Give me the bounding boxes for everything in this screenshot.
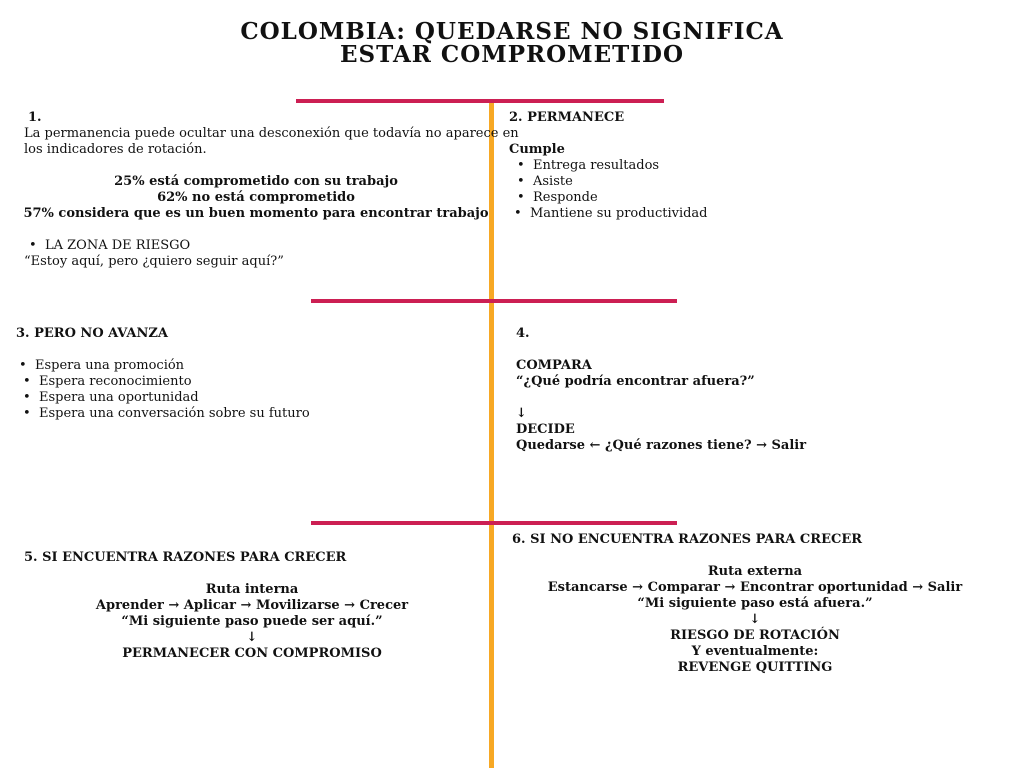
section-3-item: • Espera una oportunidad	[39, 390, 199, 406]
section-2-subheading: Cumple	[509, 142, 565, 157]
section-4-number: 4.	[516, 326, 530, 341]
divider-line-middle	[311, 299, 677, 303]
section-6-outcome-1: RIESGO DE ROTACIÓN	[670, 628, 840, 643]
section-1-stat-3: 57% considera que es un buen momento para encontrar trabajo	[23, 206, 489, 221]
section-3-heading: 3. PERO NO AVANZA	[16, 326, 168, 341]
section-2-item: • Responde	[533, 190, 598, 206]
section-1-text-line-2: los indicadores de rotación.	[24, 142, 207, 157]
divider-line-top	[296, 99, 664, 103]
section-6-quote: “Mi siguiente paso está afuera.”	[637, 596, 873, 611]
section-5-quote: “Mi siguiente paso puede ser aquí.”	[121, 614, 383, 629]
section-3-item: • Espera reconocimiento	[39, 374, 192, 390]
section-1-text-line-1: La permanencia puede ocultar una desconexión que todavía no aparece en	[24, 126, 519, 141]
section-4-decide: DECIDE	[516, 422, 575, 437]
section-1-stat-2: 62% no está comprometido	[157, 190, 355, 205]
page-title	[0, 20, 1024, 66]
section-4-arrow: ↓	[516, 406, 527, 421]
section-4-question: “¿Qué podría encontrar afuera?”	[516, 374, 755, 389]
title-line-1: COLOMBIA: QUEDARSE NO SIGNIFICA	[240, 18, 784, 45]
section-3-item: • Espera una conversación sobre su futuro	[39, 406, 310, 422]
section-6-route: Ruta externa	[707, 564, 803, 579]
section-6-arrow: ↓	[749, 612, 761, 627]
section-1-risk-zone: • LA ZONA DE RIESGO	[45, 238, 190, 254]
section-4-options: Quedarse ← ¿Qué razones tiene? → Salir	[516, 438, 807, 453]
section-6-heading: 6. SI NO ENCUENTRA RAZONES PARA CRECER	[512, 532, 863, 547]
section-2-item: • Mantiene su productividad	[530, 206, 708, 222]
divider-line-bottom	[311, 521, 677, 525]
section-6-outcome-2: Y eventualmente:	[691, 644, 819, 659]
section-5-steps: Aprender → Aplicar → Movilizarse → Crecer	[95, 598, 409, 613]
section-1-stat-1: 25% está comprometido con su trabajo	[114, 174, 398, 189]
title-line-2: ESTAR COMPROMETIDO	[339, 41, 685, 68]
section-4-compare: COMPARA	[516, 358, 592, 373]
section-5-heading: 5. SI ENCUENTRA RAZONES PARA CRECER	[24, 550, 347, 565]
section-1-number: 1.	[28, 110, 42, 125]
section-2-heading: 2. PERMANECE	[509, 110, 625, 125]
section-2-item: • Asiste	[533, 174, 573, 190]
section-5-outcome: PERMANECER CON COMPROMISO	[122, 646, 382, 661]
section-2-item: • Entrega resultados	[533, 158, 659, 174]
section-5-arrow: ↓	[246, 630, 258, 645]
section-1-quote: “Estoy aquí, pero ¿quiero seguir aquí?”	[24, 254, 284, 269]
section-6-steps: Estancarse → Comparar → Encontrar oportunidad → Salir	[547, 580, 963, 595]
section-3-item: • Espera una promoción	[35, 358, 184, 374]
section-5-route: Ruta interna	[205, 582, 299, 597]
section-6-outcome-3: REVENGE QUITTING	[677, 660, 833, 675]
